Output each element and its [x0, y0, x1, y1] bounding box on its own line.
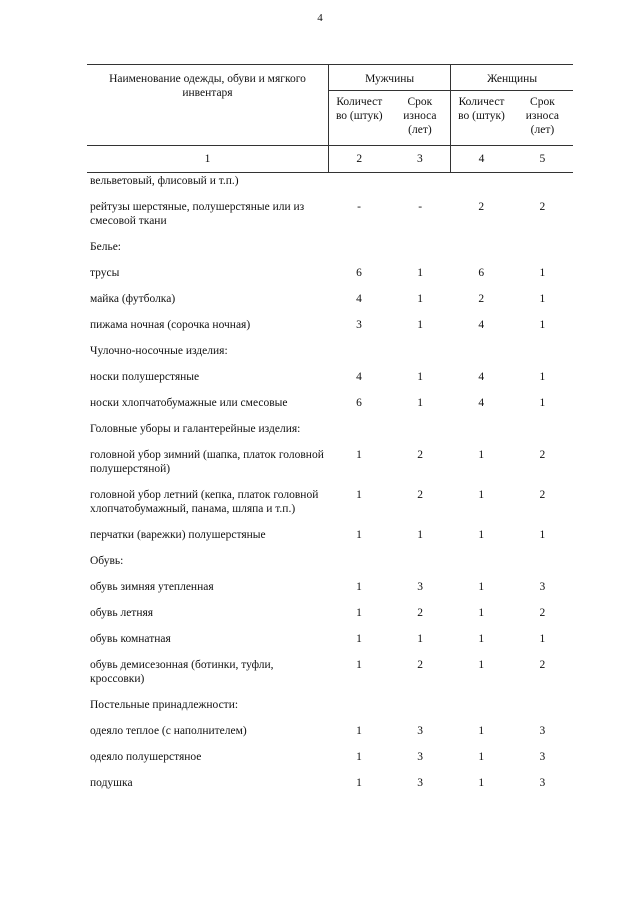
table-row	[87, 289, 573, 315]
women-term-cell	[512, 173, 573, 198]
table-row	[87, 315, 573, 341]
men-term-cell: 1	[417, 397, 424, 409]
women-quantity-cell: 1	[478, 633, 485, 645]
men-term-cell	[390, 419, 451, 445]
table-row	[87, 773, 573, 799]
table-row	[87, 237, 573, 263]
item-name-cell: головной убор летний (кепка, платок головной хлопчатобумажный, панама, шляпа и т.п.)	[90, 489, 319, 515]
item-name-cell: Белье:	[90, 241, 121, 253]
men-term-cell	[390, 695, 451, 721]
column-header-women-qty: Количест во (штук)	[458, 96, 505, 122]
men-quantity-cell: -	[357, 201, 361, 213]
women-term-cell: 1	[539, 267, 546, 279]
men-quantity-cell: 1	[356, 449, 362, 461]
column-header-name: Наименование одежды, обуви и мягкого инвентаря	[87, 65, 328, 146]
women-term-cell	[512, 341, 573, 367]
women-term-cell: 2	[539, 607, 546, 619]
women-quantity-cell	[451, 695, 512, 721]
women-term-cell: 3	[539, 581, 546, 593]
men-term-cell: 2	[417, 659, 424, 671]
women-quantity-cell: 1	[478, 529, 485, 541]
item-name-cell: одеяло полушерстяное	[90, 751, 202, 763]
women-quantity-cell: 4	[478, 397, 485, 409]
men-term-cell: 1	[417, 371, 424, 383]
men-quantity-cell: 6	[356, 267, 362, 279]
column-header-men: Мужчины	[328, 65, 450, 91]
women-term-cell	[512, 695, 573, 721]
item-name-cell: головной убор зимний (шапка, платок головной полушерстяной)	[90, 449, 324, 475]
item-name-cell: Чулочно-носочные изделия:	[90, 345, 228, 357]
item-name-cell: Обувь:	[90, 555, 124, 567]
column-number-4: 4	[451, 146, 512, 173]
men-term-cell: 1	[417, 529, 424, 541]
women-term-cell	[512, 419, 573, 445]
men-term-cell: 1	[417, 633, 424, 645]
women-quantity-cell: 2	[478, 201, 485, 213]
men-term-cell	[390, 551, 451, 577]
men-quantity-cell: 1	[356, 659, 362, 671]
men-quantity-cell	[328, 341, 389, 367]
women-quantity-cell: 2	[478, 293, 485, 305]
column-number-3: 3	[390, 146, 451, 173]
men-quantity-cell	[328, 237, 389, 263]
table-row	[87, 721, 573, 747]
women-term-cell: 2	[539, 449, 546, 461]
item-name-cell: обувь комнатная	[90, 633, 171, 645]
women-quantity-cell	[451, 237, 512, 263]
men-term-cell: 3	[417, 725, 424, 737]
item-name-cell: Головные уборы и галантерейные изделия:	[90, 423, 301, 435]
women-quantity-cell: 1	[478, 659, 485, 671]
men-term-cell	[390, 237, 451, 263]
table-row	[87, 629, 573, 655]
column-number-1: 1	[87, 146, 328, 173]
men-term-cell: 3	[417, 777, 424, 789]
item-name-cell: майка (футболка)	[90, 293, 176, 305]
women-quantity-cell	[451, 419, 512, 445]
women-term-cell: 1	[539, 371, 546, 383]
men-quantity-cell: 1	[356, 777, 362, 789]
men-term-cell: -	[418, 201, 423, 213]
men-quantity-cell: 4	[356, 371, 362, 383]
men-term-cell: 1	[417, 319, 424, 331]
item-name-cell: перчатки (варежки) полушерстяные	[90, 529, 266, 541]
table-row	[87, 603, 573, 629]
table-row	[87, 551, 573, 577]
men-quantity-cell	[328, 695, 389, 721]
table-row	[87, 393, 573, 419]
women-quantity-cell: 4	[478, 371, 485, 383]
women-quantity-cell: 1	[478, 449, 485, 461]
women-quantity-cell: 1	[478, 777, 485, 789]
men-term-cell: 3	[417, 581, 424, 593]
women-term-cell	[512, 237, 573, 263]
men-quantity-cell: 1	[356, 529, 362, 541]
table-row	[87, 419, 573, 445]
women-term-cell: 1	[539, 293, 546, 305]
men-quantity-cell: 6	[356, 397, 362, 409]
item-name-cell: обувь демисезонная (ботинки, туфли, кроссовки)	[90, 659, 274, 685]
item-name-cell: трусы	[90, 267, 120, 279]
item-name-cell: обувь зимняя утепленная	[90, 581, 214, 593]
table-row	[87, 485, 573, 525]
men-quantity-cell: 3	[356, 319, 362, 331]
table-row	[87, 525, 573, 551]
men-term-cell: 1	[417, 267, 424, 279]
women-term-cell: 2	[539, 201, 546, 213]
men-term-cell: 3	[417, 751, 424, 763]
table-row	[87, 445, 573, 485]
item-name-cell: носки хлопчатобумажные или смесовые	[90, 397, 288, 409]
men-term-cell	[390, 173, 451, 198]
women-term-cell: 3	[539, 725, 546, 737]
column-header-women-term: Срок износа (лет)	[525, 96, 560, 136]
table-row	[87, 695, 573, 721]
table-row	[87, 367, 573, 393]
women-quantity-cell: 6	[478, 267, 485, 279]
women-quantity-cell: 1	[478, 581, 485, 593]
men-quantity-cell: 1	[356, 725, 362, 737]
women-term-cell: 2	[539, 489, 546, 501]
women-quantity-cell: 1	[478, 751, 485, 763]
table-row	[87, 655, 573, 695]
item-name-cell: носки полушерстяные	[90, 371, 200, 383]
men-term-cell	[390, 341, 451, 367]
table-body	[87, 173, 573, 800]
men-quantity-cell: 1	[356, 489, 362, 501]
men-term-cell: 2	[417, 449, 424, 461]
column-header-women: Женщины	[451, 65, 573, 91]
women-quantity-cell	[451, 341, 512, 367]
men-term-cell: 2	[417, 489, 424, 501]
table-row	[87, 577, 573, 603]
men-quantity-cell	[328, 173, 389, 198]
women-quantity-cell: 1	[478, 607, 485, 619]
column-header-men-qty: Количест во (штук)	[335, 96, 383, 122]
column-number-2: 2	[328, 146, 389, 173]
item-name-cell: обувь летняя	[90, 607, 154, 619]
women-term-cell	[512, 551, 573, 577]
women-term-cell: 1	[539, 633, 546, 645]
table-row	[87, 263, 573, 289]
men-quantity-cell	[328, 419, 389, 445]
men-quantity-cell	[328, 551, 389, 577]
men-term-cell: 1	[417, 293, 424, 305]
column-number-5: 5	[512, 146, 573, 173]
item-name-cell: вельветовый, флисовый и т.п.)	[90, 175, 239, 187]
women-quantity-cell	[451, 173, 512, 198]
table-row	[87, 747, 573, 773]
column-header-men-term: Срок износа (лет)	[390, 91, 451, 146]
men-quantity-cell: 1	[356, 607, 362, 619]
women-quantity-cell: 1	[478, 489, 485, 501]
item-name-cell: одеяло теплое (с наполнителем)	[90, 725, 247, 737]
women-term-cell: 3	[539, 751, 546, 763]
item-name-cell: подушка	[90, 777, 133, 789]
item-name-cell: Постельные принадлежности:	[90, 699, 239, 711]
women-quantity-cell: 4	[478, 319, 485, 331]
men-quantity-cell: 4	[356, 293, 362, 305]
men-quantity-cell: 1	[356, 751, 362, 763]
item-name-cell: пижама ночная (сорочка ночная)	[90, 319, 251, 331]
women-term-cell: 1	[539, 397, 546, 409]
women-quantity-cell: 1	[478, 725, 485, 737]
page-number: 4	[317, 12, 323, 24]
men-quantity-cell: 1	[356, 581, 362, 593]
table-row	[87, 197, 573, 237]
women-term-cell: 3	[539, 777, 546, 789]
men-quantity-cell: 1	[356, 633, 362, 645]
item-name-cell: рейтузы шерстяные, полушерстяные или из смесовой ткани	[90, 201, 305, 227]
men-term-cell: 2	[417, 607, 424, 619]
table-row	[87, 341, 573, 367]
women-term-cell: 1	[539, 319, 546, 331]
clothing-norms-table	[87, 64, 573, 799]
women-quantity-cell	[451, 551, 512, 577]
table-row	[87, 173, 573, 198]
women-term-cell: 2	[539, 659, 546, 671]
women-term-cell: 1	[539, 529, 546, 541]
